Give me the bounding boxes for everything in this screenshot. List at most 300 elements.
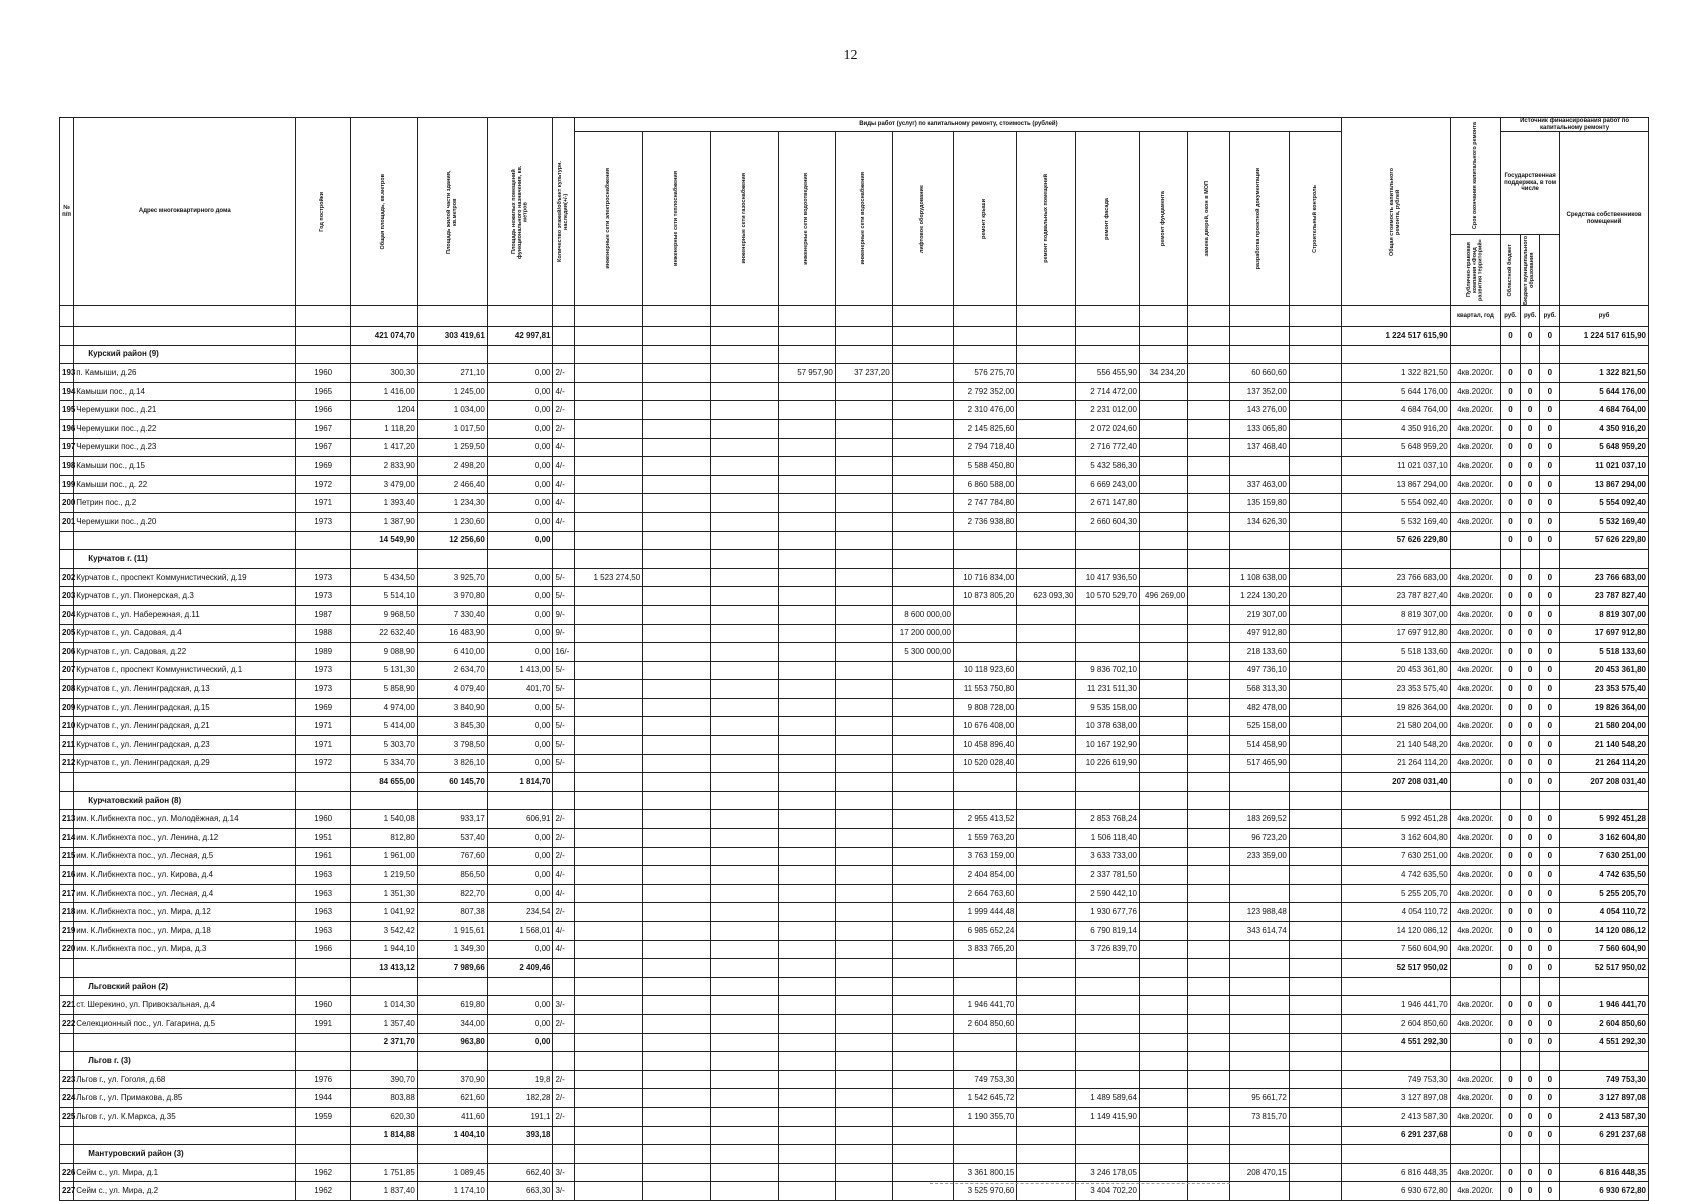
table-row bbox=[60, 717, 1649, 736]
work-5-cell bbox=[835, 1014, 892, 1033]
table-row bbox=[60, 903, 1649, 922]
floors-cell: 16/- bbox=[553, 643, 575, 662]
municipal-amount-cell bbox=[1540, 550, 1560, 569]
work-5-cell bbox=[835, 1070, 892, 1089]
nonresidential-area-cell: 0,00 bbox=[487, 698, 553, 717]
completion-term-cell: 4кв.2020г. bbox=[1450, 866, 1500, 885]
floors-cell bbox=[553, 959, 575, 978]
work-4-cell bbox=[778, 698, 835, 717]
regional-amount-cell: 0 bbox=[1520, 364, 1540, 383]
work-3-cell bbox=[711, 736, 779, 755]
work-11-cell bbox=[1188, 977, 1230, 996]
completion-term-cell: 4кв.2020г. bbox=[1450, 382, 1500, 401]
work-5-cell bbox=[835, 605, 892, 624]
work-8-cell bbox=[1017, 1107, 1076, 1126]
total-area-cell: 390,70 bbox=[351, 1070, 418, 1089]
work-7-cell bbox=[953, 773, 1016, 792]
work-8-cell: 623 093,30 bbox=[1017, 587, 1076, 606]
work-7-cell: 576 275,70 bbox=[953, 364, 1016, 383]
year-built-cell: 1973 bbox=[296, 512, 351, 531]
regional-amount-cell: 0 bbox=[1520, 1107, 1540, 1126]
total-cost-cell: 5 532 169,40 bbox=[1342, 512, 1450, 531]
work-3-cell bbox=[711, 550, 779, 569]
work-9-cell: 2 072 024,60 bbox=[1076, 419, 1139, 438]
work-3-cell bbox=[711, 327, 779, 346]
owners-amount-cell: 23 766 683,00 bbox=[1560, 568, 1649, 587]
work-12-cell bbox=[1229, 866, 1289, 885]
nonresidential-area-cell bbox=[487, 791, 553, 810]
fund-amount-cell: 0 bbox=[1501, 531, 1521, 550]
row-number-cell: 207 bbox=[60, 661, 74, 680]
work-6-cell bbox=[892, 1145, 953, 1164]
total-area-cell: 84 655,00 bbox=[351, 773, 418, 792]
work-8-cell bbox=[1017, 643, 1076, 662]
work-12-cell bbox=[1229, 531, 1289, 550]
address-cell bbox=[74, 1126, 296, 1145]
address-cell: Льговский район (2) bbox=[74, 977, 296, 996]
work-5-cell bbox=[835, 922, 892, 941]
work-4-cell bbox=[778, 1070, 835, 1089]
year-built-cell bbox=[296, 1033, 351, 1052]
nonresidential-area-cell: 0,00 bbox=[487, 643, 553, 662]
col-num-header: № п/п bbox=[60, 118, 74, 306]
work-9-cell: 2 716 772,40 bbox=[1076, 438, 1139, 457]
row-number-cell bbox=[60, 959, 74, 978]
row-number-cell: 220 bbox=[60, 940, 74, 959]
living-area-cell: 1 915,61 bbox=[417, 922, 487, 941]
work-7-cell: 10 118 923,60 bbox=[953, 661, 1016, 680]
floors-cell: 2/- bbox=[553, 829, 575, 848]
col-work-9-header: ремонт фасада bbox=[1076, 132, 1139, 306]
work-9-cell: 9 836 702,10 bbox=[1076, 661, 1139, 680]
total-cost-cell: 5 992 451,28 bbox=[1342, 810, 1450, 829]
work-5-cell bbox=[835, 717, 892, 736]
work-9-cell bbox=[1076, 996, 1139, 1015]
total-cost-cell: 6 291 237,68 bbox=[1342, 1126, 1450, 1145]
col-work-13-header: Строительный контроль bbox=[1289, 132, 1342, 306]
fund-amount-cell: 0 bbox=[1501, 754, 1521, 773]
work-13-cell bbox=[1289, 1014, 1342, 1033]
owners-amount-cell: 207 208 031,40 bbox=[1560, 773, 1649, 792]
regional-amount-cell: 0 bbox=[1520, 457, 1540, 476]
work-13-cell bbox=[1289, 791, 1342, 810]
work-10-cell bbox=[1139, 922, 1187, 941]
work-10-cell bbox=[1139, 382, 1187, 401]
work-4-cell bbox=[778, 327, 835, 346]
work-2-cell bbox=[643, 829, 711, 848]
work-7-cell bbox=[953, 1145, 1016, 1164]
work-5-cell bbox=[835, 829, 892, 848]
sources-group-header: Источник финансирования работ по капитальному ремонту bbox=[1501, 118, 1649, 132]
total-area-cell bbox=[351, 791, 418, 810]
floors-cell: 2/- bbox=[553, 903, 575, 922]
total-area-cell: 1 357,40 bbox=[351, 1014, 418, 1033]
work-4-cell: 57 957,90 bbox=[778, 364, 835, 383]
municipal-amount-cell: 0 bbox=[1540, 996, 1560, 1015]
work-6-cell: 5 300 000,00 bbox=[892, 643, 953, 662]
work-13-cell bbox=[1289, 1126, 1342, 1145]
owners-amount-cell: 4 684 764,00 bbox=[1560, 401, 1649, 420]
regional-amount-cell: 0 bbox=[1520, 810, 1540, 829]
living-area-cell: 1 404,10 bbox=[417, 1126, 487, 1145]
work-4-cell bbox=[778, 587, 835, 606]
year-built-cell: 1987 bbox=[296, 605, 351, 624]
living-area-cell: 1 034,00 bbox=[417, 401, 487, 420]
work-11-cell bbox=[1188, 866, 1230, 885]
work-6-cell bbox=[892, 382, 953, 401]
total-cost-cell: 749 753,30 bbox=[1342, 1070, 1450, 1089]
table-row bbox=[60, 512, 1649, 531]
total-cost-cell: 23 787 827,40 bbox=[1342, 587, 1450, 606]
fund-amount-cell: 0 bbox=[1501, 661, 1521, 680]
work-13-cell bbox=[1289, 996, 1342, 1015]
work-13-cell bbox=[1289, 829, 1342, 848]
work-13-cell bbox=[1289, 977, 1342, 996]
work-10-cell bbox=[1139, 401, 1187, 420]
regional-amount-cell: 0 bbox=[1520, 587, 1540, 606]
total-area-cell: 5 303,70 bbox=[351, 736, 418, 755]
regional-amount-cell: 0 bbox=[1520, 1014, 1540, 1033]
work-5-cell bbox=[835, 977, 892, 996]
work-3-cell bbox=[711, 512, 779, 531]
work-1-cell bbox=[575, 605, 643, 624]
fund-amount-cell: 0 bbox=[1501, 327, 1521, 346]
work-7-cell bbox=[953, 959, 1016, 978]
work-8-cell bbox=[1017, 438, 1076, 457]
work-1-cell bbox=[575, 977, 643, 996]
work-9-cell: 1 930 677,76 bbox=[1076, 903, 1139, 922]
work-1-cell bbox=[575, 847, 643, 866]
living-area-cell: 822,70 bbox=[417, 884, 487, 903]
work-12-cell bbox=[1229, 550, 1289, 569]
col-owners-header: Средства собственников помещений bbox=[1560, 132, 1649, 306]
work-7-cell: 1 542 645,72 bbox=[953, 1089, 1016, 1108]
row-number-cell: 211 bbox=[60, 736, 74, 755]
work-11-cell bbox=[1188, 884, 1230, 903]
work-5-cell bbox=[835, 773, 892, 792]
row-number-cell: 204 bbox=[60, 605, 74, 624]
total-area-cell: 1 416,00 bbox=[351, 382, 418, 401]
total-cost-cell: 5 554 092,40 bbox=[1342, 494, 1450, 513]
regional-amount-cell: 0 bbox=[1520, 1182, 1540, 1201]
fund-amount-cell: 0 bbox=[1501, 605, 1521, 624]
work-8-cell bbox=[1017, 1033, 1076, 1052]
work-9-cell: 2 590 442,10 bbox=[1076, 884, 1139, 903]
work-4-cell bbox=[778, 959, 835, 978]
living-area-cell: 619,80 bbox=[417, 996, 487, 1015]
work-5-cell bbox=[835, 736, 892, 755]
municipal-amount-cell: 0 bbox=[1540, 922, 1560, 941]
completion-term-cell: 4кв.2020г. bbox=[1450, 1070, 1500, 1089]
work-4-cell bbox=[778, 1182, 835, 1201]
work-4-cell bbox=[778, 1163, 835, 1182]
owners-amount-cell: 1 322 821,50 bbox=[1560, 364, 1649, 383]
owners-amount-cell: 17 697 912,80 bbox=[1560, 624, 1649, 643]
regional-amount-cell: 0 bbox=[1520, 494, 1540, 513]
work-9-cell: 2 671 147,80 bbox=[1076, 494, 1139, 513]
work-1-cell bbox=[575, 345, 643, 364]
nonresidential-area-cell bbox=[487, 1052, 553, 1071]
work-3-cell bbox=[711, 661, 779, 680]
col-work-11-header: замена дверей, окон в МОП bbox=[1188, 132, 1230, 306]
year-built-cell: 1963 bbox=[296, 922, 351, 941]
work-13-cell bbox=[1289, 680, 1342, 699]
work-10-cell bbox=[1139, 1126, 1187, 1145]
table-row bbox=[60, 401, 1649, 420]
work-1-cell bbox=[575, 382, 643, 401]
nonresidential-area-cell: 0,00 bbox=[487, 587, 553, 606]
table-row bbox=[60, 884, 1649, 903]
work-13-cell bbox=[1289, 940, 1342, 959]
regional-amount-cell: 0 bbox=[1520, 419, 1540, 438]
completion-term-cell bbox=[1450, 327, 1500, 346]
floors-cell bbox=[553, 773, 575, 792]
floors-cell bbox=[553, 345, 575, 364]
work-11-cell bbox=[1188, 531, 1230, 550]
work-4-cell bbox=[778, 550, 835, 569]
work-13-cell bbox=[1289, 717, 1342, 736]
living-area-cell bbox=[417, 1052, 487, 1071]
completion-term-cell bbox=[1450, 959, 1500, 978]
row-number-cell: 201 bbox=[60, 512, 74, 531]
living-area-cell: 1 245,00 bbox=[417, 382, 487, 401]
work-8-cell bbox=[1017, 717, 1076, 736]
total-area-cell: 1 219,50 bbox=[351, 866, 418, 885]
municipal-amount-cell: 0 bbox=[1540, 605, 1560, 624]
work-3-cell bbox=[711, 866, 779, 885]
work-10-cell bbox=[1139, 791, 1187, 810]
completion-term-cell: 4кв.2020г. bbox=[1450, 624, 1500, 643]
work-13-cell bbox=[1289, 1163, 1342, 1182]
work-5-cell bbox=[835, 996, 892, 1015]
work-6-cell bbox=[892, 847, 953, 866]
work-2-cell bbox=[643, 959, 711, 978]
work-9-cell bbox=[1076, 345, 1139, 364]
row-number-cell: 203 bbox=[60, 587, 74, 606]
work-7-cell: 5 588 450,80 bbox=[953, 457, 1016, 476]
address-cell: Курчатов г., ул. Ленинградская, д.13 bbox=[74, 680, 296, 699]
work-11-cell bbox=[1188, 327, 1230, 346]
regional-amount-cell: 0 bbox=[1520, 475, 1540, 494]
living-area-cell: 1 230,60 bbox=[417, 512, 487, 531]
address-cell: Курчатов г., ул. Пионерская, д.3 bbox=[74, 587, 296, 606]
nonresidential-area-cell: 0,00 bbox=[487, 512, 553, 531]
work-11-cell bbox=[1188, 587, 1230, 606]
fund-amount-cell: 0 bbox=[1501, 1033, 1521, 1052]
living-area-cell: 3 970,80 bbox=[417, 587, 487, 606]
completion-term-cell: 4кв.2020г. bbox=[1450, 457, 1500, 476]
total-cost-cell: 7 630 251,00 bbox=[1342, 847, 1450, 866]
total-area-cell: 1204 bbox=[351, 401, 418, 420]
work-6-cell bbox=[892, 531, 953, 550]
work-8-cell bbox=[1017, 419, 1076, 438]
state-support-header: Государственная поддержка, в том числе bbox=[1501, 132, 1560, 235]
work-11-cell bbox=[1188, 1163, 1230, 1182]
work-5-cell bbox=[835, 884, 892, 903]
total-area-cell: 22 632,40 bbox=[351, 624, 418, 643]
work-3-cell bbox=[711, 959, 779, 978]
owners-amount-cell bbox=[1560, 345, 1649, 364]
work-4-cell bbox=[778, 680, 835, 699]
completion-term-cell: 4кв.2020г. bbox=[1450, 512, 1500, 531]
completion-term-cell: 4кв.2020г. bbox=[1450, 810, 1500, 829]
table-row bbox=[60, 438, 1649, 457]
work-1-cell bbox=[575, 401, 643, 420]
nonresidential-area-cell: 0,00 bbox=[487, 624, 553, 643]
work-4-cell bbox=[778, 1145, 835, 1164]
work-12-cell bbox=[1229, 327, 1289, 346]
total-area-cell bbox=[351, 1145, 418, 1164]
regional-amount-cell: 0 bbox=[1520, 382, 1540, 401]
nonresidential-area-cell: 662,40 bbox=[487, 1163, 553, 1182]
col-address-header: Адрес многоквартирного дома bbox=[74, 118, 296, 306]
work-9-cell: 2 714 472,00 bbox=[1076, 382, 1139, 401]
address-cell: Льгов г., ул. Гоголя, д.68 bbox=[74, 1070, 296, 1089]
year-built-cell: 1962 bbox=[296, 1182, 351, 1201]
row-number-cell: 227 bbox=[60, 1182, 74, 1201]
municipal-amount-cell: 0 bbox=[1540, 940, 1560, 959]
regional-amount-cell: 0 bbox=[1520, 959, 1540, 978]
nonresidential-area-cell: 0,00 bbox=[487, 866, 553, 885]
address-cell: Черемушки пос., д.21 bbox=[74, 401, 296, 420]
work-11-cell bbox=[1188, 494, 1230, 513]
work-3-cell bbox=[711, 903, 779, 922]
total-area-cell: 3 479,00 bbox=[351, 475, 418, 494]
total-area-cell: 1 393,40 bbox=[351, 494, 418, 513]
owners-amount-cell: 5 554 092,40 bbox=[1560, 494, 1649, 513]
work-5-cell bbox=[835, 401, 892, 420]
work-9-cell bbox=[1076, 1052, 1139, 1071]
work-4-cell bbox=[778, 401, 835, 420]
work-12-cell bbox=[1229, 773, 1289, 792]
fund-amount-cell: 0 bbox=[1501, 401, 1521, 420]
work-11-cell bbox=[1188, 791, 1230, 810]
work-3-cell bbox=[711, 922, 779, 941]
completion-term-cell bbox=[1450, 1145, 1500, 1164]
work-8-cell bbox=[1017, 754, 1076, 773]
work-10-cell bbox=[1139, 568, 1187, 587]
row-number-cell: 206 bbox=[60, 643, 74, 662]
total-area-cell: 421 074,70 bbox=[351, 327, 418, 346]
work-9-cell bbox=[1076, 550, 1139, 569]
total-cost-cell: 8 819 307,00 bbox=[1342, 605, 1450, 624]
year-built-cell: 1971 bbox=[296, 494, 351, 513]
work-10-cell bbox=[1139, 959, 1187, 978]
floors-cell: 4/- bbox=[553, 940, 575, 959]
total-area-cell: 5 334,70 bbox=[351, 754, 418, 773]
fund-amount-cell: 0 bbox=[1501, 903, 1521, 922]
work-7-cell bbox=[953, 531, 1016, 550]
address-cell: им. К.Либкнехта пос., ул. Мира, д.12 bbox=[74, 903, 296, 922]
living-area-cell: 12 256,60 bbox=[417, 531, 487, 550]
owners-amount-cell: 1 946 441,70 bbox=[1560, 996, 1649, 1015]
work-2-cell bbox=[643, 977, 711, 996]
table-header bbox=[60, 118, 1649, 327]
fund-amount-cell: 0 bbox=[1501, 866, 1521, 885]
fund-amount-cell: 0 bbox=[1501, 512, 1521, 531]
fund-amount-cell: 0 bbox=[1501, 940, 1521, 959]
nonresidential-area-cell: 1 568,01 bbox=[487, 922, 553, 941]
work-7-cell bbox=[953, 605, 1016, 624]
work-1-cell bbox=[575, 698, 643, 717]
work-13-cell bbox=[1289, 884, 1342, 903]
floors-cell: 5/- bbox=[553, 568, 575, 587]
municipal-amount-cell: 0 bbox=[1540, 773, 1560, 792]
work-11-cell bbox=[1188, 922, 1230, 941]
work-10-cell bbox=[1139, 419, 1187, 438]
work-11-cell bbox=[1188, 568, 1230, 587]
table-row bbox=[60, 494, 1649, 513]
work-11-cell bbox=[1188, 1145, 1230, 1164]
work-12-cell bbox=[1229, 457, 1289, 476]
work-8-cell bbox=[1017, 531, 1076, 550]
work-12-cell: 208 470,15 bbox=[1229, 1163, 1289, 1182]
living-area-cell bbox=[417, 977, 487, 996]
work-12-cell bbox=[1229, 1126, 1289, 1145]
floors-cell bbox=[553, 550, 575, 569]
work-2-cell bbox=[643, 1052, 711, 1071]
work-2-cell bbox=[643, 847, 711, 866]
work-11-cell bbox=[1188, 512, 1230, 531]
completion-term-cell bbox=[1450, 1126, 1500, 1145]
address-cell: Льгов г., ул. К.Маркса, д.35 bbox=[74, 1107, 296, 1126]
total-area-cell: 1 417,20 bbox=[351, 438, 418, 457]
region-row bbox=[60, 550, 1649, 569]
work-3-cell bbox=[711, 847, 779, 866]
nonresidential-area-cell bbox=[487, 345, 553, 364]
address-cell: Курчатов г., ул. Ленинградская, д.15 bbox=[74, 698, 296, 717]
total-cost-cell: 2 413 587,30 bbox=[1342, 1107, 1450, 1126]
living-area-cell: 1 234,30 bbox=[417, 494, 487, 513]
work-6-cell bbox=[892, 996, 953, 1015]
work-8-cell bbox=[1017, 568, 1076, 587]
work-8-cell bbox=[1017, 810, 1076, 829]
address-cell: им. К.Либкнехта пос., ул. Мира, д.3 bbox=[74, 940, 296, 959]
floors-cell bbox=[553, 791, 575, 810]
work-6-cell bbox=[892, 1070, 953, 1089]
region-row bbox=[60, 791, 1649, 810]
work-7-cell: 749 753,30 bbox=[953, 1070, 1016, 1089]
total-area-cell: 5 414,00 bbox=[351, 717, 418, 736]
work-10-cell bbox=[1139, 1070, 1187, 1089]
work-2-cell bbox=[643, 866, 711, 885]
col-living-header: Площадь жилой части здания, кв.метров bbox=[417, 118, 487, 306]
work-6-cell bbox=[892, 1052, 953, 1071]
municipal-amount-cell: 0 bbox=[1540, 419, 1560, 438]
work-6-cell bbox=[892, 866, 953, 885]
table-row bbox=[60, 922, 1649, 941]
work-3-cell bbox=[711, 698, 779, 717]
floors-cell: 4/- bbox=[553, 884, 575, 903]
completion-term-cell: 4кв.2020г. bbox=[1450, 680, 1500, 699]
work-1-cell bbox=[575, 550, 643, 569]
work-5-cell bbox=[835, 903, 892, 922]
floors-cell: 5/- bbox=[553, 680, 575, 699]
nonresidential-area-cell: 0,00 bbox=[487, 847, 553, 866]
total-area-cell bbox=[351, 1052, 418, 1071]
work-9-cell: 9 535 158,00 bbox=[1076, 698, 1139, 717]
work-6-cell bbox=[892, 345, 953, 364]
work-13-cell bbox=[1289, 959, 1342, 978]
floors-cell bbox=[553, 1126, 575, 1145]
floors-cell: 2/- bbox=[553, 810, 575, 829]
work-2-cell bbox=[643, 1033, 711, 1052]
total-cost-cell: 11 021 037,10 bbox=[1342, 457, 1450, 476]
work-2-cell bbox=[643, 773, 711, 792]
work-9-cell: 2 231 012,00 bbox=[1076, 401, 1139, 420]
work-11-cell bbox=[1188, 754, 1230, 773]
year-built-cell: 1972 bbox=[296, 754, 351, 773]
